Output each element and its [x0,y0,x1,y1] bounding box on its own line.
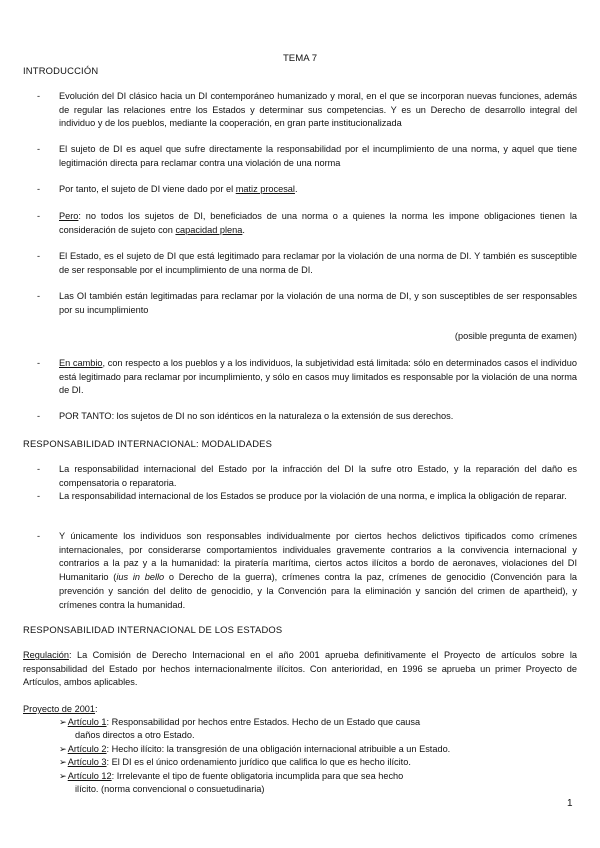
underlined-term: Proyecto de 2001 [23,704,96,714]
modalidades-heading: RESPONSABILIDAD INTERNACIONAL: MODALIDADES [23,438,273,449]
arrow-icon: ➢ [59,717,67,727]
text-segment: : [95,704,98,714]
article-label: Artículo 1 [67,717,107,727]
article-label: Artículo 3 [67,757,107,767]
underlined-term: capacidad plena [175,224,243,235]
underlined-term: Pero [59,211,79,221]
bullet-marker: - [37,411,41,421]
arrow-icon: ➢ [59,771,67,781]
exam-note: (posible pregunta de examen) [454,331,577,341]
bullet-marker: - [37,251,41,261]
text-segment: , con respecto a los pueblos y a los individuos, la subjetividad está limitada: sólo en determinados casos el individuo está legitimado para reclamar por incumplimiento, y sólo en casos muy limitados es responsable por la violación de una norma de DI. [59,358,577,396]
article-text: : Hecho ilícito: la transgresión de una obligación internacional atribuible a un Estado. [106,744,451,754]
page-number: 1 [567,798,573,809]
arrow-icon: ➢ [59,744,67,754]
article-item [59,756,577,770]
text-segment: Y únicamente los individuos son responsables individualmente por ciertos hechos delictivos tipificados como crímenes internacionales, por considerarse comportamientos individuales gravemente contrarios a la convivencia internacional y contrarios a la paz y a la humanidad: la piratería marítima, ciertos actos ilícitos a bordo de aeronaves, violaciones del DI Humanitario ( [59,531,577,583]
modalidades-paragraph-2: La responsabilidad internacional de los Estados se produce por la violación de una norma, e implica la obligación de reparar. [59,491,567,501]
underlined-term: En cambio [59,358,103,368]
intro-paragraph-7 [59,357,577,398]
article-label: Artículo 12 [67,771,112,781]
regulacion-paragraph [23,649,577,690]
intro-paragraph-5: El Estado, es el sujeto de DI que está legitimado para reclamar por la violación de una norma de DI. Y también es susceptible de ser responsable por el incumplimiento de una norma de DI. [59,251,577,275]
bullet-marker: - [37,211,41,221]
text-segment: o Derecho de la guerra), crímenes contra la paz, crímenes de genocidio (Convención para la prevención y sanción del delito de genocidio, y la Convención para la eliminación y sanción del crimen de apartheid), y crímenes contra la humanidad. [59,572,577,610]
article-label: Artículo 2 [67,744,107,754]
intro-paragraph-6: Las OI también están legitimadas para reclamar por la violación de una norma de DI, y son susceptibles de ser responsables por su incumplimiento [59,291,577,315]
text-segment: : no todos los sujetos de DI, beneficiados de una norma o a quienes la norma les impone obligaciones tienen la consideración de sujeto con [59,211,577,235]
bullet-marker: - [37,491,41,501]
text-segment: Por tanto, el sujeto de DI viene dado por el [59,184,236,194]
article-continuation: daños directos a otro Estado. [75,730,195,740]
article-item [59,716,577,730]
text-segment: . [294,184,298,194]
bullet-marker: - [37,358,41,368]
modalidades-paragraph-1: La responsabilidad internacional del Estado por la infracción del DI la sufre otro Estado, y la reparación del daño es compensatoria o reparatoria. [59,464,577,488]
intro-paragraph-8: POR TANTO: los sujetos de DI no son idénticos en la naturaleza o la extensión de sus derechos. [59,411,454,421]
article-text: : Irrelevante el tipo de fuente obligatoria incumplida para que sea hecho [111,771,404,781]
intro-heading: INTRODUCCIÓN [23,65,99,76]
intro-paragraph-2: El sujeto de DI es aquel que sufre directamente la responsabilidad por el incumplimiento de una norma, y aquel que tiene legitimación directa para reclamar contra una violación de una norma [59,144,577,168]
arrow-icon: ➢ [59,757,67,767]
text-segment: : La Comisión de Derecho Internacional en el año 2001 aprueba definitivamente el Proyecto de artículos sobre la responsabilidad del Estado por hechos internacionalmente ilícitos. Con anterioridad, en 1996 se aprueba un primer Proyecto de Artículos, ambos aplicables. [23,650,577,688]
document-title: TEMA 7 [282,53,318,64]
bullet-marker: - [37,531,41,541]
article-text: : Responsabilidad por hechos entre Estados. Hecho de un Estado que causa [106,717,421,727]
intro-paragraph-4 [59,210,577,237]
article-item [59,743,577,757]
intro-paragraph-1: Evolución del DI clásico hacia un DI contemporáneo humanizado y moral, en el que se incorporan nuevas funciones, además de regular las relaciones entre los Estados y determinar sus competencias. Y es un Derecho de desarrollo integral del individuo y de los pueblos, mediante la cooperación, en gran parte institucionalizada [59,91,577,129]
bullet-marker: - [37,184,41,194]
bullet-marker: - [37,464,41,474]
bullet-marker: - [37,91,41,101]
underlined-term: matiz procesal [235,184,295,194]
article-continuation: ilícito. (norma convencional o consuetudinaria) [75,784,265,794]
article-text: : El DI es el único ordenamiento jurídico que califica lo que es hecho ilícito. [106,757,411,767]
text-segment: . [242,224,245,235]
bullet-marker: - [37,291,41,301]
proyecto-label [23,703,98,717]
intro-paragraph-3 [59,183,577,197]
article-item [59,770,577,784]
italic-term: ius in bello [116,572,165,583]
underlined-term: Regulación [23,650,69,660]
estados-heading: RESPONSABILIDAD INTERNACIONAL DE LOS ESTADOS [23,624,283,635]
modalidades-paragraph-3 [59,530,577,612]
bullet-marker: - [37,144,41,154]
